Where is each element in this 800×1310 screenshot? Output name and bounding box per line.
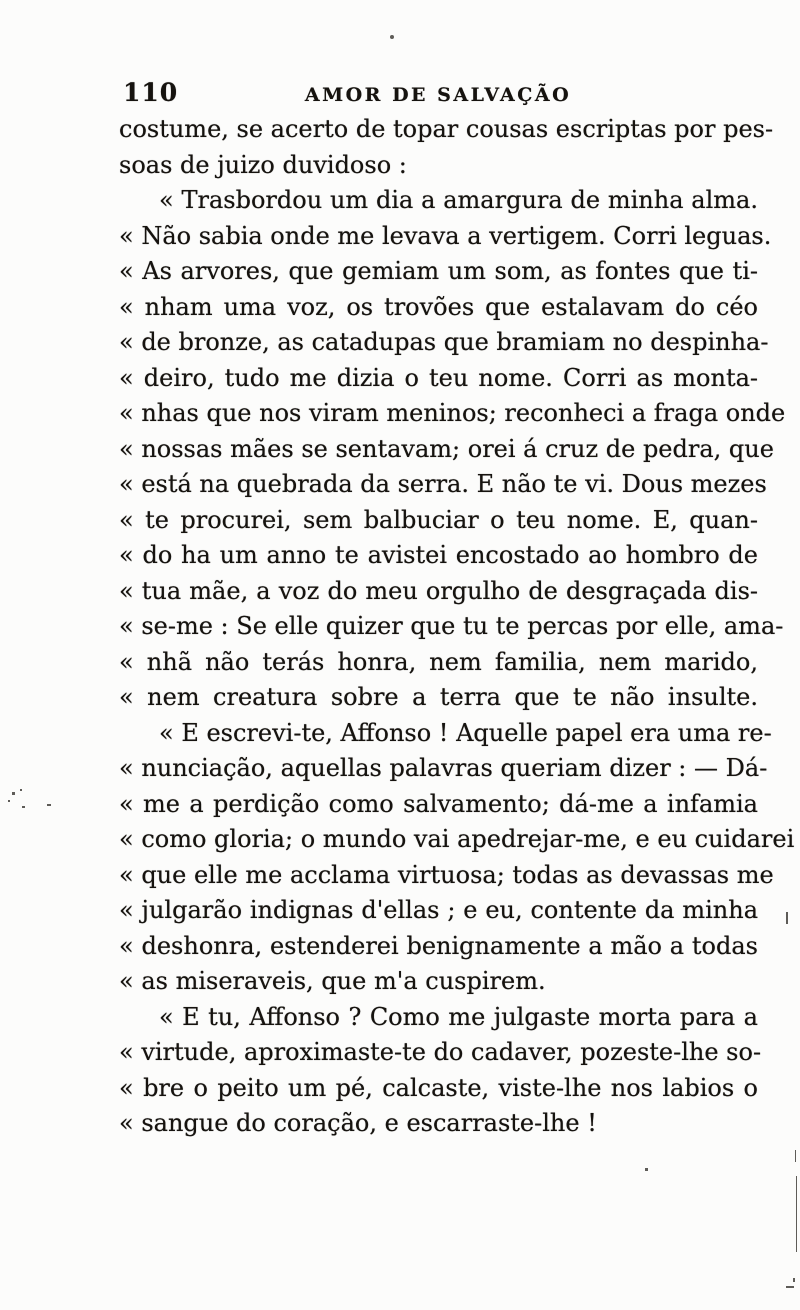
text-line: « deiro, tudo me dizia o teu nome. Corri as monta- [119,363,758,392]
running-title: AMOR DE SALVAÇÃO [304,84,572,106]
text-line: « As arvores, que gemiam um som, as fontes que ti- [119,257,758,285]
text-line: costume, se acerto de topar cousas escriptas por pes- [119,115,774,143]
scan-artifact [8,800,10,802]
scan-artifact [793,1278,795,1282]
text-line: « que elle me acclama virtuosa; todas as devassas me [119,860,774,889]
scan-artifact [22,806,25,808]
text-line: « está na quebrada da serra. E não te vi. Dous mezes [119,470,767,498]
text-line: « Não sabia onde me levava a vertigem. Corri leguas. [119,221,772,250]
text-line: « tua mãe, a voz do meu orgulho de desgraçada dis- [119,576,758,605]
text-line: « de bronze, as catadupas que bramiam no despinha- [119,328,769,356]
text-line: « deshonra, estenderei benignamente a mão a todas [119,931,758,960]
scan-artifact [12,792,15,795]
text-line: « as miseraveis, que m'a cuspirem. [119,967,546,995]
text-line: « nhas que nos viram meninos; reconheci a fraga onde [119,399,786,427]
page-number: 110 [123,78,179,107]
page-header [0,0,800,110]
scan-artifact [20,789,22,791]
text-line: « te procurei, sem balbuciar o teu nome. E, quan- [119,505,758,534]
text-line: « bre o peito um pé, calcaste, viste-lhe nos labios o [119,1073,758,1102]
text-line: « nham uma voz, os trovões que estalavam do céo [119,292,758,321]
scan-artifact [390,35,394,39]
text-line: « nem creatura sobre a terra que te não insulte. [119,683,758,711]
text-line: « virtude, aproximaste-te do cadaver, pozeste-lhe so- [119,1038,762,1066]
scan-artifact [786,1286,794,1288]
text-line: « Trasbordou um dia a amargura de minha alma. [159,186,758,214]
text-line: « como gloria; o mundo vai apedrejar-me, e eu cuidarei [119,825,795,853]
text-line: « nossas mães se sentavam; orei á cruz de pedra, que [119,434,774,463]
text-line: « nhã não terás honra, nem familia, nem marido, [119,647,758,676]
text-line: « me a perdição como salvamento; dá-me a infamia [119,789,758,818]
text-line: « E tu, Affonso ? Como me julgaste morta para a [159,1002,758,1031]
scan-artifact [796,1176,797,1252]
scan-artifact [795,1150,796,1162]
text-line: soas de juizo duvidoso : [119,150,407,179]
text-line: « julgarão indignas d'ellas ; e eu, contente da minha [119,896,758,924]
body-text [119,112,795,1142]
text-line: « se-me : Se elle quizer que tu te percas por elle, ama- [119,612,784,640]
text-line: « sangue do coração, e escarraste-lhe ! [119,1109,597,1137]
text-line: « E escrevi-te, Affonso ! Aquelle papel era uma re- [159,718,772,747]
scan-artifact [47,804,51,806]
text-line: « nunciação, aquellas palavras queriam dizer : — Dá- [119,754,768,782]
scan-artifact [645,1168,648,1171]
scan-artifact [786,912,788,924]
text-line: « do ha um anno te avistei encostado ao hombro de [119,541,758,569]
